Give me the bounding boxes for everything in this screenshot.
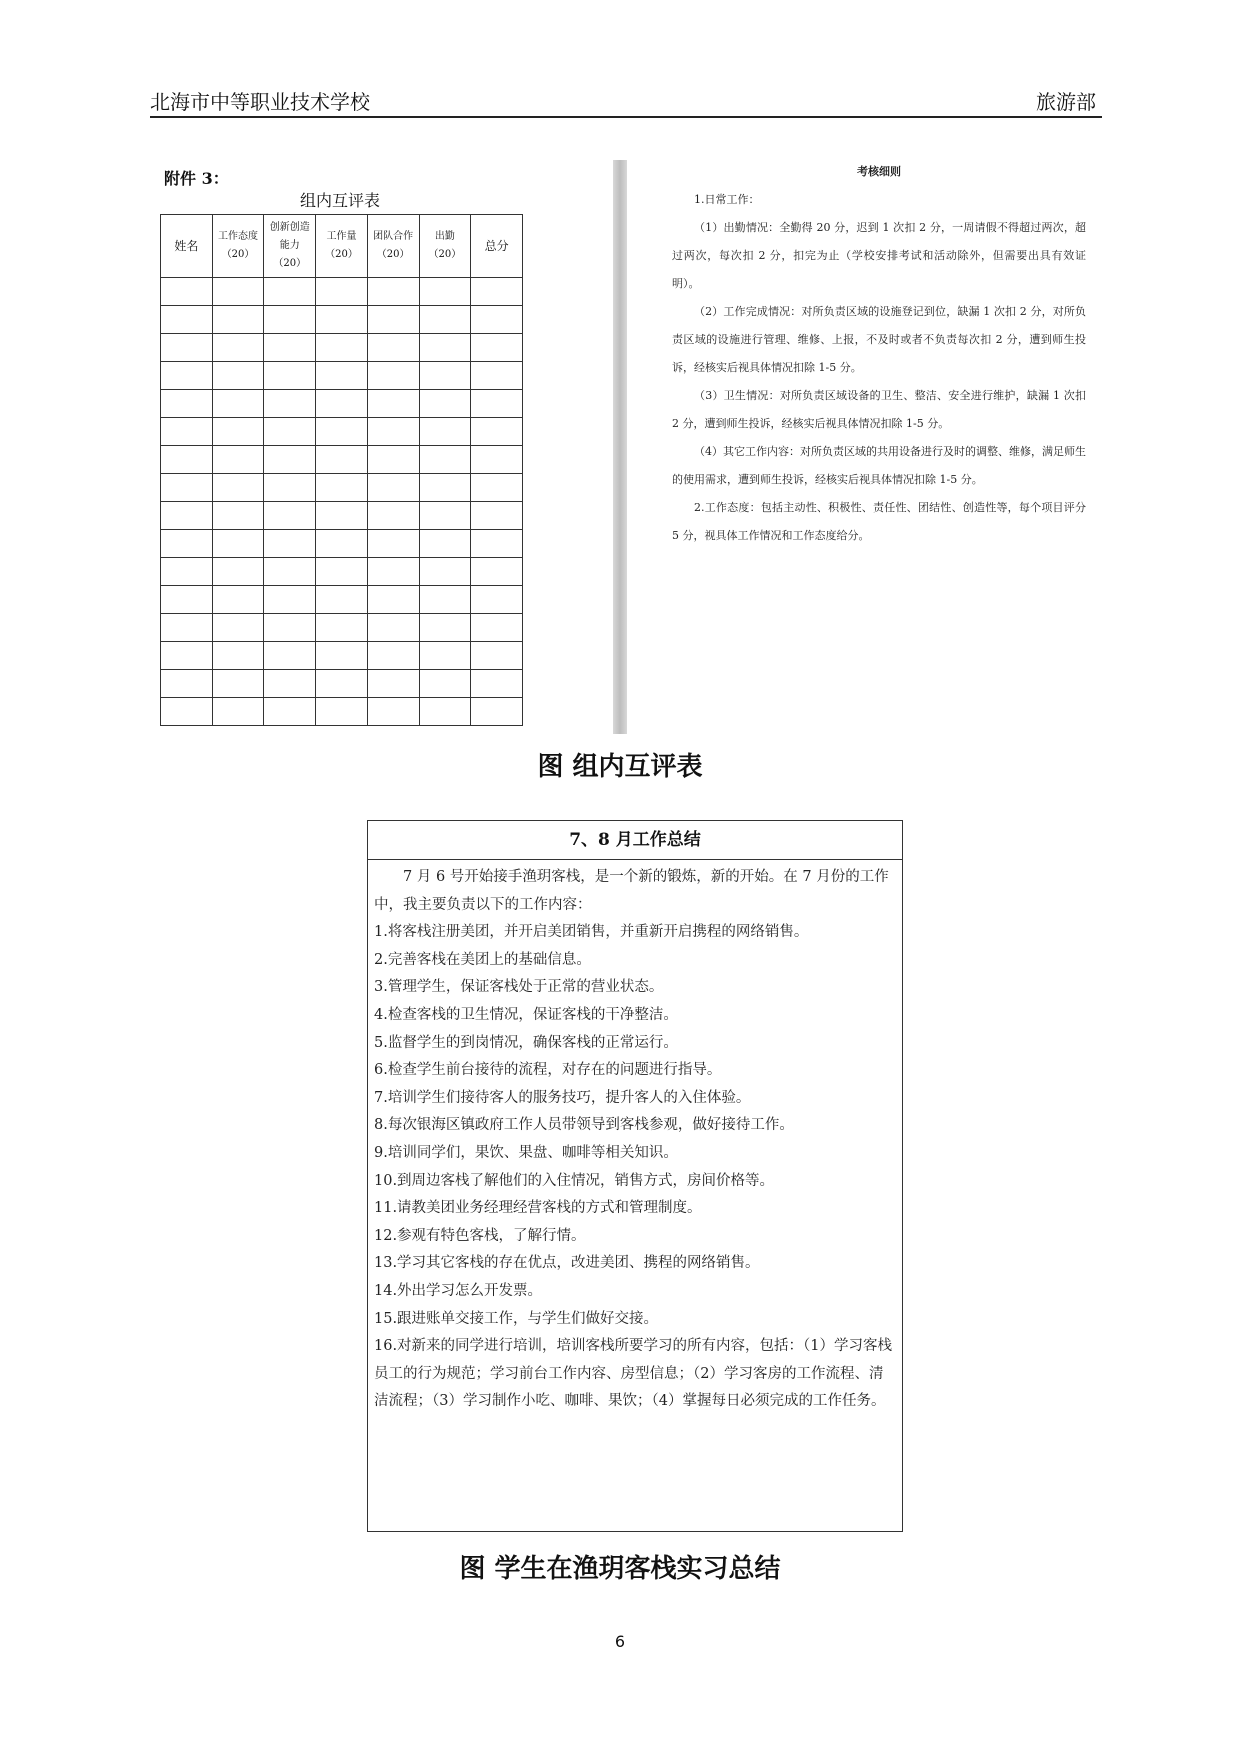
table-cell — [419, 530, 471, 558]
table-cell — [212, 642, 264, 670]
table-row — [161, 670, 523, 698]
table-cell — [161, 670, 213, 698]
table-cell — [419, 390, 471, 418]
table-cell — [161, 586, 213, 614]
table-cell — [212, 558, 264, 586]
list-item: 2.完善客栈在美团上的基础信息。 — [374, 951, 591, 968]
table-row — [161, 278, 523, 306]
list-item: 10.到周边客栈了解他们的入住情况，销售方式，房间价格等。 — [374, 1172, 775, 1189]
table-row — [161, 334, 523, 362]
table-cell — [471, 530, 523, 558]
table-cell — [264, 334, 316, 362]
list-item: 7.培训学生们接待客人的服务技巧，提升客人的入住体验。 — [374, 1089, 751, 1106]
table-cell — [212, 418, 264, 446]
table-cell — [316, 306, 368, 334]
list-item: 14.外出学习怎么开发票。 — [374, 1282, 543, 1299]
table-row — [161, 390, 523, 418]
table-cell — [264, 446, 316, 474]
page-header — [150, 86, 1100, 116]
peer-evaluation-form — [150, 158, 530, 738]
table-cell — [419, 586, 471, 614]
table-cell — [419, 446, 471, 474]
table-cell — [212, 334, 264, 362]
table-cell — [419, 278, 471, 306]
column-header-line: （20） — [273, 258, 307, 269]
table-cell — [212, 698, 264, 726]
table-cell — [419, 698, 471, 726]
table-cell — [367, 670, 419, 698]
summary-body — [368, 860, 902, 1416]
table-cell — [471, 502, 523, 530]
table-cell — [316, 474, 368, 502]
department-name: 旅游部 — [1036, 90, 1096, 114]
table-cell — [471, 306, 523, 334]
list-item: 3.管理学生，保证客栈处于正常的营业状态。 — [374, 979, 664, 996]
list-item: 12.参观有特色客栈，了解行情。 — [374, 1227, 586, 1244]
school-name: 北海市中等职业技术学校 — [150, 90, 370, 114]
form-title: 组内互评表 — [299, 191, 380, 210]
column-header-line: （20） — [428, 249, 462, 260]
table-body — [161, 278, 523, 726]
table-cell — [161, 642, 213, 670]
table-cell — [212, 586, 264, 614]
column-header-line: 工作态度 — [218, 231, 259, 242]
table-cell — [471, 362, 523, 390]
table-cell — [212, 474, 264, 502]
table-cell — [419, 614, 471, 642]
table-cell — [316, 390, 368, 418]
table-cell — [419, 306, 471, 334]
column-header — [212, 215, 264, 278]
table-cell — [212, 502, 264, 530]
table-cell — [471, 698, 523, 726]
list-item: 16.对新来的同学进行培训，培训客栈所要学习的所有内容，包括：（1）学习客栈员工的行为规范；学习前台工作内容、房型信息；（2）学习客房的工作流程、清洁流程；（3）学习制作小吃、咖啡、果饮；（4）掌握每日必须完成的工作任务。 — [374, 1338, 893, 1410]
table-cell — [161, 306, 213, 334]
table-cell — [264, 642, 316, 670]
table-row — [161, 362, 523, 390]
table-cell — [212, 278, 264, 306]
summary-title: 7、8 月工作总结 — [368, 821, 902, 860]
table-cell — [471, 670, 523, 698]
table-cell — [161, 502, 213, 530]
column-header-line: 工作量 — [326, 231, 357, 242]
table-cell — [161, 530, 213, 558]
list-item: 15.跟进账单交接工作，与学生们做好交接。 — [374, 1310, 659, 1327]
rules-paragraph: （1）出勤情况：全勤得 20 分，迟到 1 次扣 2 分，一周请假不得超过两次，超过两次，每次扣 2 分，扣完为止（学校安排考试和活动除外，但需要出具有效证明）。 — [672, 221, 1086, 290]
table-cell — [264, 670, 316, 698]
table-cell — [264, 698, 316, 726]
table-row — [161, 642, 523, 670]
table-cell — [264, 614, 316, 642]
table-cell — [367, 558, 419, 586]
table-cell — [316, 530, 368, 558]
table-cell — [367, 586, 419, 614]
table-cell — [316, 278, 368, 306]
table-row — [161, 306, 523, 334]
table-cell — [212, 670, 264, 698]
table-cell — [316, 558, 368, 586]
table-cell — [471, 418, 523, 446]
table-cell — [419, 558, 471, 586]
table-cell — [161, 614, 213, 642]
list-item: 9.培训同学们，果饮、果盘、咖啡等相关知识。 — [374, 1144, 678, 1161]
table-cell — [367, 614, 419, 642]
table-cell — [161, 362, 213, 390]
table-cell — [367, 334, 419, 362]
table-cell — [264, 418, 316, 446]
table-row — [161, 558, 523, 586]
column-header-line: （20） — [376, 249, 410, 260]
table-cell — [471, 558, 523, 586]
table-cell — [419, 334, 471, 362]
column-header — [264, 215, 316, 278]
table-row — [161, 698, 523, 726]
table-cell — [419, 362, 471, 390]
table-cell — [471, 614, 523, 642]
table-cell — [161, 446, 213, 474]
table-cell — [264, 362, 316, 390]
table-cell — [212, 306, 264, 334]
list-item: 8.每次银海区镇政府工作人员带领导到客栈参观，做好接待工作。 — [374, 1117, 794, 1134]
table-row — [161, 614, 523, 642]
table-cell — [419, 670, 471, 698]
column-header-line: 团队合作 — [373, 231, 414, 242]
table-cell — [471, 586, 523, 614]
table-cell — [161, 390, 213, 418]
table-cell — [471, 334, 523, 362]
table-cell — [471, 390, 523, 418]
table-cell — [264, 278, 316, 306]
table-cell — [367, 502, 419, 530]
attachment-label: 附件 3： — [164, 169, 229, 188]
list-item: 6.检查学生前台接待的流程，对存在的问题进行指导。 — [374, 1062, 722, 1079]
column-header — [419, 215, 471, 278]
column-header-line: 创新创造 — [269, 222, 310, 233]
summary-items — [374, 919, 896, 1416]
header-rule — [150, 116, 1102, 118]
summary-intro: 7 月 6 号开始接手渔玥客栈，是一个新的锻炼，新的开始。在 7 月份的工作中，我主要负责以下的工作内容： — [374, 869, 889, 913]
list-item: 1.将客栈注册美团，并开启美团销售，并重新开启携程的网络销售。 — [374, 924, 809, 941]
table-cell — [161, 278, 213, 306]
table-cell — [367, 306, 419, 334]
table-row — [161, 446, 523, 474]
page-number: 6 — [614, 1632, 626, 1651]
column-header — [316, 215, 368, 278]
column-header-line: 出勤 — [434, 231, 455, 242]
table-cell — [316, 698, 368, 726]
rules-paragraph: （3）卫生情况：对所负责区域设备的卫生、整洁、安全进行维护，缺漏 1 次扣 2 分，遭到师生投诉，经核实后视具体情况扣除 1-5 分。 — [672, 389, 1086, 430]
table-cell — [367, 362, 419, 390]
table-cell — [212, 530, 264, 558]
table-cell — [367, 642, 419, 670]
column-header-line: 总分 — [484, 239, 509, 253]
table-cell — [161, 418, 213, 446]
table-cell — [316, 334, 368, 362]
column-header-line: 能力 — [279, 240, 300, 251]
table-cell — [471, 278, 523, 306]
rules-paragraph: 1.日常工作： — [694, 193, 760, 206]
column-header — [367, 215, 419, 278]
list-item: 4.检查客栈的卫生情况，保证客栈的干净整洁。 — [374, 1006, 678, 1023]
rules-body — [672, 186, 1086, 550]
scan-fold-shadow — [613, 160, 627, 734]
column-header — [471, 215, 523, 278]
table-cell — [471, 446, 523, 474]
list-item: 5.监督学生的到岗情况，确保客栈的正常运行。 — [374, 1034, 678, 1051]
table-row — [161, 586, 523, 614]
evaluation-table — [160, 214, 523, 726]
table-cell — [264, 558, 316, 586]
work-summary-box — [367, 820, 903, 1532]
table-cell — [212, 614, 264, 642]
table-cell — [316, 586, 368, 614]
table-cell — [316, 502, 368, 530]
rules-paragraph: （4）其它工作内容：对所负责区域的共用设备进行及时的调整、维修，满足师生的使用需求，遭到师生投诉，经核实后视具体情况扣除 1-5 分。 — [672, 445, 1086, 486]
table-cell — [367, 474, 419, 502]
rules-paragraph: （2）工作完成情况：对所负责区域的设施登记到位，缺漏 1 次扣 2 分，对所负责区域的设施进行管理、维修、上报，不及时或者不负责每次扣 2 分，遭到师生投诉，经核实后视具体情况扣除 1-5 分。 — [672, 305, 1086, 374]
list-item: 13.学习其它客栈的存在优点，改进美团、携程的网络销售。 — [374, 1255, 760, 1272]
table-cell — [264, 474, 316, 502]
table-cell — [471, 474, 523, 502]
table-cell — [316, 642, 368, 670]
table-cell — [161, 698, 213, 726]
table-cell — [212, 390, 264, 418]
table-cell — [264, 586, 316, 614]
table-cell — [316, 614, 368, 642]
column-header — [161, 215, 213, 278]
table-cell — [367, 698, 419, 726]
table-cell — [264, 530, 316, 558]
table-cell — [471, 642, 523, 670]
table-row — [161, 474, 523, 502]
table-cell — [161, 474, 213, 502]
column-header-line: （20） — [325, 249, 358, 260]
table-cell — [264, 502, 316, 530]
table-cell — [316, 418, 368, 446]
table-cell — [316, 446, 368, 474]
table-cell — [367, 390, 419, 418]
table-cell — [367, 530, 419, 558]
table-cell — [367, 446, 419, 474]
column-header-line: （20） — [221, 249, 255, 260]
table-cell — [367, 418, 419, 446]
figure-caption-form: 图 组内互评表 — [537, 752, 703, 782]
rules-paragraph: 2.工作态度：包括主动性、积极性、责任性、团结性、创造性等，每个项目评分 5 分，视具体工作情况和工作态度给分。 — [672, 501, 1086, 542]
table-cell — [316, 362, 368, 390]
list-item: 11.请教美团业务经理经营客栈的方式和管理制度。 — [374, 1200, 702, 1217]
table-cell — [419, 418, 471, 446]
table-header-row — [161, 215, 523, 278]
table-cell — [264, 306, 316, 334]
table-row — [161, 418, 523, 446]
table-cell — [419, 642, 471, 670]
table-cell — [419, 474, 471, 502]
table-cell — [161, 334, 213, 362]
table-cell — [264, 390, 316, 418]
figure-caption-summary: 图 学生在渔玥客栈实习总结 — [459, 1554, 781, 1584]
table-cell — [212, 446, 264, 474]
table-cell — [316, 670, 368, 698]
table-cell — [419, 502, 471, 530]
table-row — [161, 502, 523, 530]
table-row — [161, 530, 523, 558]
rules-title: 考核细则 — [857, 165, 901, 178]
column-header-line: 姓名 — [174, 239, 199, 253]
table-cell — [161, 558, 213, 586]
table-cell — [367, 278, 419, 306]
assessment-rules — [672, 158, 1086, 678]
table-cell — [212, 362, 264, 390]
